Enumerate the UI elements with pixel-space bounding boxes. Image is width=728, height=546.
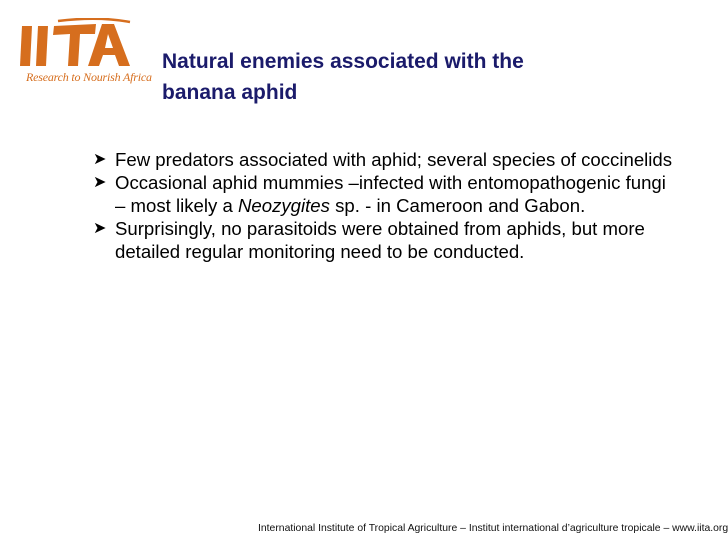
slide-title xyxy=(162,46,632,108)
bullet-text-post: sp. - in Cameroon and Gabon. xyxy=(329,195,586,216)
logo-tagline: Research to Nourish Africa xyxy=(26,70,152,84)
bullet-list xyxy=(91,148,681,263)
iita-logo-mark xyxy=(18,18,143,70)
bullet-text: Surprisingly, no parasitoids were obtained from aphids, but more detailed regular monitoring need to be conducted. xyxy=(115,218,645,262)
bullet-item-parasitoids xyxy=(91,217,681,263)
arrow-bullet-icon: ➤ xyxy=(93,220,107,237)
arrow-bullet-icon: ➤ xyxy=(93,174,107,191)
bullet-text-italic: Neozygites xyxy=(237,195,330,216)
bullet-text-pre: Occasional aphid mummies –infected with entomopathogenic fungi – most likely a xyxy=(115,172,666,216)
footer-text: International Institute of Tropical Agriculture – Institut international d’agriculture tropicale – www.iita.org xyxy=(258,523,728,534)
slide-title-line-2: banana aphid xyxy=(162,81,298,104)
bullet-text: Few predators associated with aphid; several species of coccinelids xyxy=(115,149,673,170)
slide-title-line-1: Natural enemies associated with the xyxy=(162,50,524,73)
iita-logo xyxy=(18,18,152,88)
arrow-bullet-icon: ➤ xyxy=(93,151,107,168)
bullet-item-predators xyxy=(91,148,681,171)
bullet-item-mummies xyxy=(91,171,681,217)
